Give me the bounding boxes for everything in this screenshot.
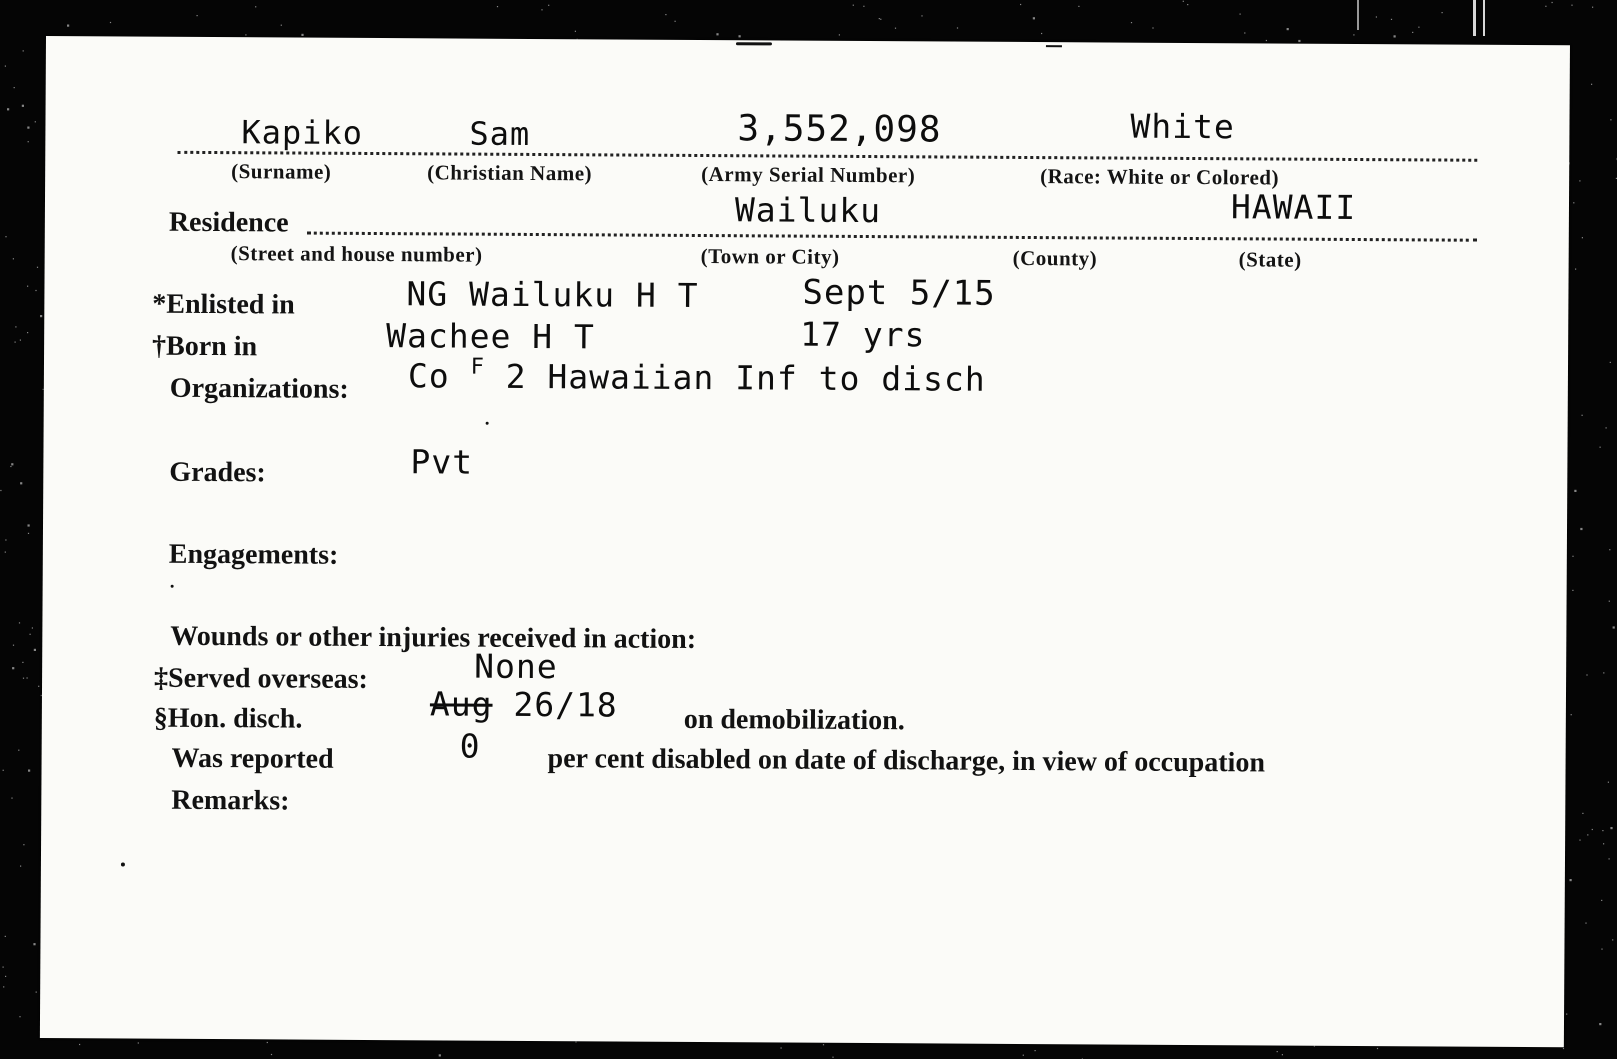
state-caption: (State) xyxy=(1238,247,1302,272)
residence-state-value: HAWAII xyxy=(1230,187,1357,228)
organizations-label: Organizations: xyxy=(169,372,349,405)
top-edge-mark xyxy=(1046,45,1062,47)
christian-name-value: Sam xyxy=(469,114,531,153)
service-record-card xyxy=(40,36,1570,1047)
county-caption: (County) xyxy=(1012,245,1098,271)
ink-speck xyxy=(121,862,125,866)
reported-label: Was reported xyxy=(171,742,334,775)
town-caption: (Town or City) xyxy=(700,244,840,269)
remarks-label: Remarks: xyxy=(171,784,290,817)
ink-speck xyxy=(486,422,489,425)
enlisted-date-value: Sept 5/15 xyxy=(802,272,996,314)
hon-disch-suffix: on demobilization. xyxy=(683,703,905,737)
hon-disch-month-struck: Aug xyxy=(429,684,493,724)
organizations-prefix: Co xyxy=(407,356,450,396)
grades-value: Pvt xyxy=(410,442,474,482)
ink-speck xyxy=(171,585,174,588)
organizations-rest: 2 Hawaiian Inf to disch xyxy=(505,356,986,399)
born-age-value: 17 yrs xyxy=(800,314,926,355)
street-caption: (Street and house number) xyxy=(230,241,483,267)
grades-label: Grades: xyxy=(169,456,266,489)
hon-disch-date-value xyxy=(430,684,618,724)
top-edge-mark xyxy=(736,42,772,45)
residence-town-value: Wailuku xyxy=(734,190,882,231)
organizations-value xyxy=(408,356,986,399)
christian-name-caption: (Christian Name) xyxy=(427,160,593,186)
reported-percent-value: 0 xyxy=(459,726,481,766)
enlisted-place-value: NG Wailuku H T xyxy=(406,274,699,315)
serial-number-caption: (Army Serial Number) xyxy=(701,162,916,188)
serial-number-value: 3,552,098 xyxy=(737,108,942,151)
race-caption: (Race: White or Colored) xyxy=(1040,164,1280,190)
surname-value: Kapiko xyxy=(241,113,364,152)
reported-suffix: per cent disabled on date of discharge, in view of occupation xyxy=(547,743,1266,779)
organizations-company: F xyxy=(470,354,485,380)
hon-disch-date: 26/18 xyxy=(513,684,618,725)
residence-label: Residence xyxy=(168,206,289,239)
born-label: †Born in xyxy=(152,330,258,363)
served-overseas-value: None xyxy=(474,646,558,687)
surname-caption: (Surname) xyxy=(231,159,332,184)
served-overseas-label: ‡Served overseas: xyxy=(153,662,368,695)
enlisted-label: *Enlisted in xyxy=(152,288,295,321)
race-value: White xyxy=(1130,106,1235,147)
name-line xyxy=(177,151,1477,162)
born-place-value: Wachee H T xyxy=(386,316,595,357)
wounds-label: Wounds or other injuries received in action: xyxy=(170,620,697,655)
residence-line xyxy=(307,232,1477,242)
hon-disch-label: §Hon. disch. xyxy=(153,702,303,735)
engagements-label: Engagements: xyxy=(168,538,339,571)
